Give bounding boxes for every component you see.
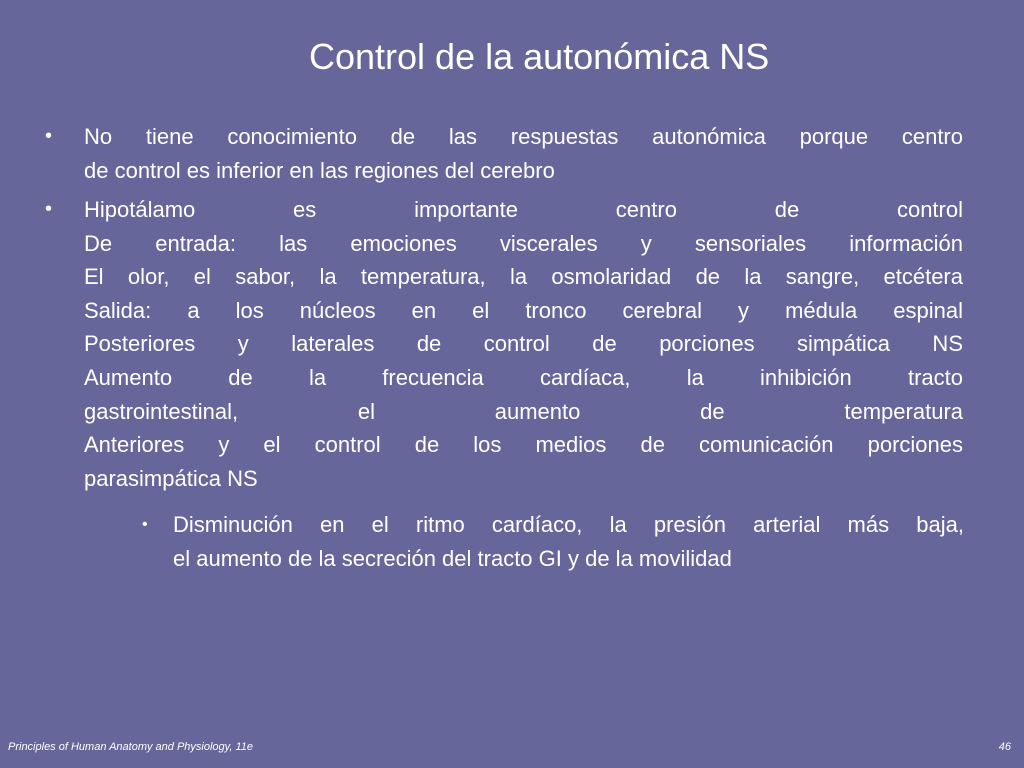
bullet-text bbox=[84, 120, 963, 187]
text-line: Posteriores y laterales de control de porciones simpática NS bbox=[84, 331, 963, 357]
slide-number: 46 bbox=[998, 741, 1011, 753]
bullet-icon: • bbox=[45, 125, 53, 147]
text-line: Salida: a los núcleos en el tronco cerebral y médula espinal bbox=[84, 297, 963, 323]
bullet-icon: • bbox=[45, 198, 53, 220]
sub-bullet-item bbox=[142, 508, 964, 575]
bullet-item bbox=[45, 120, 963, 187]
text-line: Hipotálamo es importante centro de control bbox=[84, 197, 963, 222]
text-line: De entrada: las emociones viscerales y sensoriales información bbox=[84, 230, 963, 256]
sub-bullet-icon: • bbox=[142, 516, 148, 533]
text-line: No tiene conocimiento de las respuestas autonómica porque centro bbox=[84, 124, 963, 149]
sub-bullet-text bbox=[173, 508, 964, 575]
text-line: gastrointestinal, el aumento de temperatura bbox=[84, 398, 963, 424]
bullet-text bbox=[84, 193, 963, 495]
text-line: el aumento de la secreción del tracto GI y de la movilidad bbox=[173, 545, 732, 571]
slide-title: Control de la autonómica NS bbox=[309, 36, 770, 77]
bullet-item bbox=[45, 193, 963, 495]
text-line: de control es inferior en las regiones del cerebro bbox=[84, 157, 555, 183]
text-line: Disminución en el ritmo cardíaco, la presión arterial más baja, bbox=[173, 512, 964, 537]
text-line: Anteriores y el control de los medios de comunicación porciones bbox=[84, 432, 963, 458]
footer-book-title: Principles of Human Anatomy and Physiology, 11e bbox=[8, 741, 253, 753]
text-line: Aumento de la frecuencia cardíaca, la inhibición tracto bbox=[84, 364, 963, 390]
text-line: parasimpática NS bbox=[84, 465, 258, 491]
text-line: El olor, el sabor, la temperatura, la osmolaridad de la sangre, etcétera bbox=[84, 264, 963, 290]
